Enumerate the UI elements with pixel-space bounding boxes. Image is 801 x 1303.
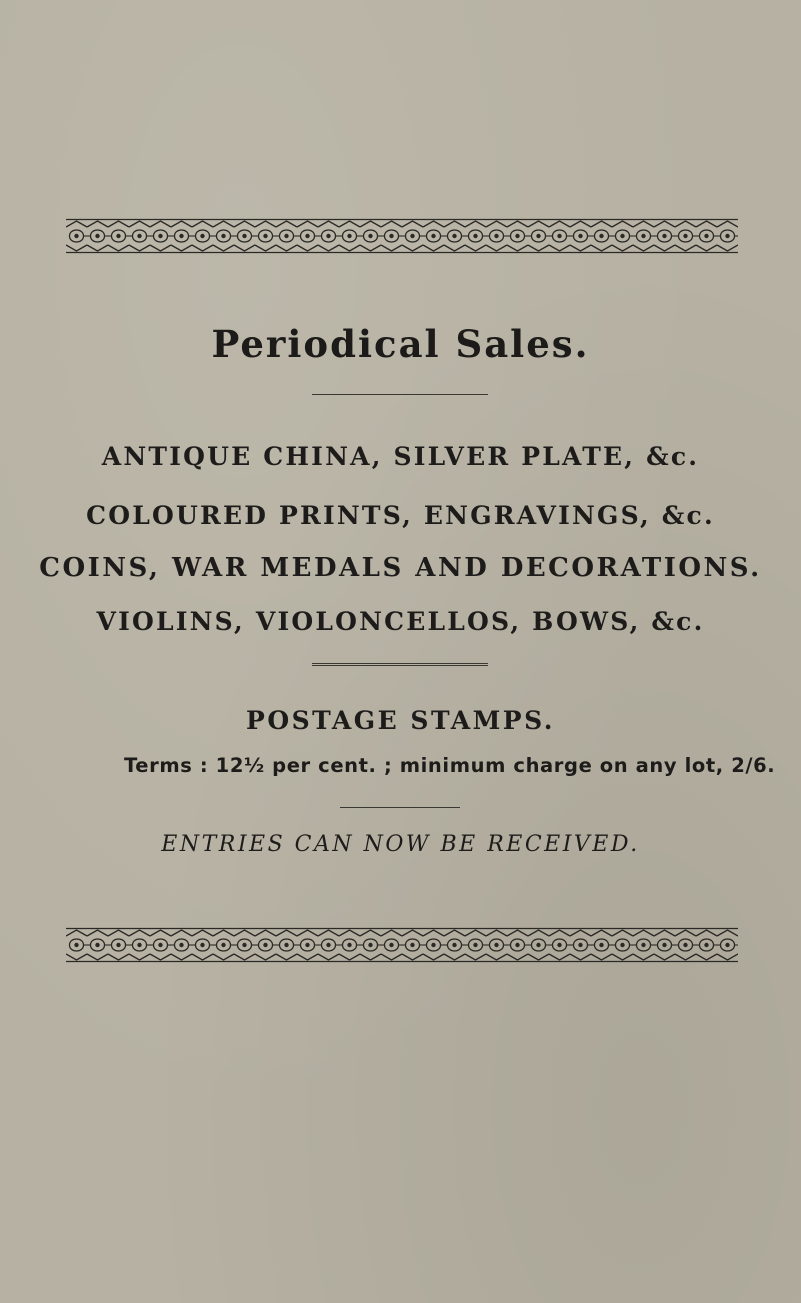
page-title: Periodical Sales.	[211, 322, 590, 366]
category-prints-engravings: COLOURED PRINTS, ENGRAVINGS, &c.	[86, 501, 715, 530]
entries-notice: ENTRIES CAN NOW BE RECEIVED.	[161, 832, 640, 857]
category-coins-medals: COINS, WAR MEDALS AND DECORATIONS.	[39, 553, 762, 583]
category-china-silver: ANTIQUE CHINA, SILVER PLATE, &c.	[101, 442, 700, 471]
divider	[312, 394, 488, 395]
ornamental-border-bottom-icon	[66, 927, 738, 963]
terms-text: Terms : 12½ per cent. ; minimum charge on any lot, 2/6.	[124, 754, 776, 777]
divider	[340, 807, 460, 808]
double-divider	[312, 663, 488, 666]
postage-stamps-heading: POSTAGE STAMPS.	[246, 706, 555, 735]
category-violins: VIOLINS, VIOLONCELLOS, BOWS, &c.	[96, 607, 705, 636]
ornamental-border-top-icon	[66, 218, 738, 254]
